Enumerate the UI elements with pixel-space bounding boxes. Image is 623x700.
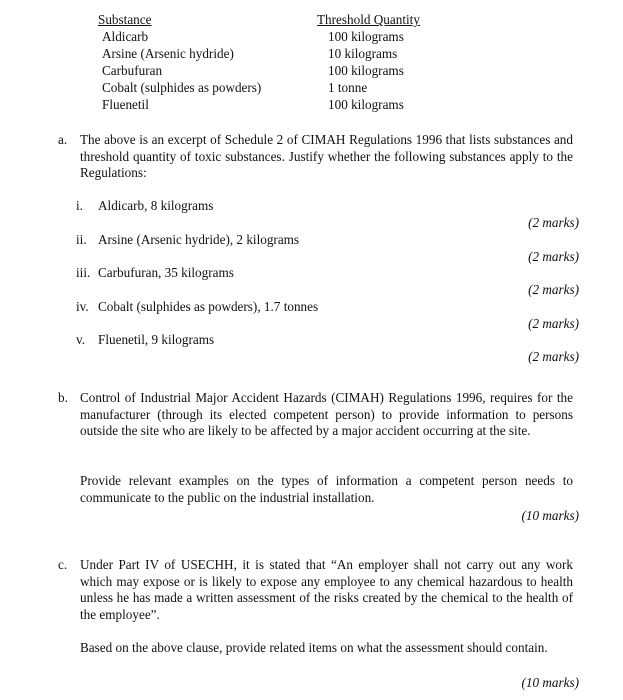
item-marks: (2 marks) — [528, 282, 579, 297]
table-cell-threshold: 1 tonne — [328, 80, 368, 95]
table-cell-substance: Fluenetil — [102, 97, 149, 112]
table-header-substance: Substance — [98, 12, 152, 27]
item-text: Cobalt (sulphides as powders), 1.7 tonnes — [98, 299, 319, 314]
table-cell-substance: Carbufuran — [102, 63, 163, 78]
table-cell-threshold: 100 kilograms — [328, 97, 404, 112]
table-cell-substance: Cobalt (sulphides as powders) — [102, 80, 262, 95]
item-marks: (2 marks) — [528, 215, 579, 230]
item-number: v. — [76, 332, 86, 347]
question-label: a. — [58, 132, 68, 147]
question-label: c. — [58, 557, 68, 572]
item-marks: (2 marks) — [528, 316, 579, 331]
table-header-threshold: Threshold Quantity — [317, 12, 420, 27]
question-text: Control of Industrial Major Accident Hazards (CIMAH) Regulations 1996, requires for the manufacturer (through its elected competent person) to provide information to persons outside the site who are likely to be affected by a major accident occurring at the site. — [80, 390, 573, 439]
question-marks: (10 marks) — [521, 508, 579, 523]
item-number: ii. — [76, 232, 87, 247]
item-text: Aldicarb, 8 kilograms — [98, 198, 214, 213]
item-number: i. — [76, 198, 83, 213]
question-prompt: Based on the above clause, provide related items on what the assessment should contain. — [80, 640, 548, 655]
table-cell-substance: Aldicarb — [102, 29, 149, 44]
item-marks: (2 marks) — [528, 349, 579, 364]
question-label: b. — [58, 390, 68, 405]
item-text: Carbufuran, 35 kilograms — [98, 265, 234, 280]
table-cell-threshold: 100 kilograms — [328, 63, 404, 78]
question-marks: (10 marks) — [521, 675, 579, 690]
item-number: iv. — [76, 299, 89, 314]
item-number: iii. — [76, 265, 91, 280]
question-text: Under Part IV of USECHH, it is stated that “An employer shall not carry out any work which may expose or is likely to expose any employee to any chemical hazardous to health unless he has made a written assessment of the risks created by the chemical to the health of the employee”. — [80, 557, 573, 622]
table-cell-threshold: 100 kilograms — [328, 29, 404, 44]
table-cell-threshold: 10 kilograms — [328, 46, 398, 61]
item-text: Arsine (Arsenic hydride), 2 kilograms — [98, 232, 300, 247]
item-text: Fluenetil, 9 kilograms — [98, 332, 215, 347]
question-text: The above is an excerpt of Schedule 2 of CIMAH Regulations 1996 that lists substances and threshold quantity of toxic substances. Justify whether the following substances apply to the Regulations: — [80, 132, 573, 181]
table-cell-substance: Arsine (Arsenic hydride) — [102, 46, 234, 61]
item-marks: (2 marks) — [528, 249, 579, 264]
question-prompt: Provide relevant examples on the types of information a competent person needs to communicate to the public on the industrial installation. — [80, 473, 573, 505]
